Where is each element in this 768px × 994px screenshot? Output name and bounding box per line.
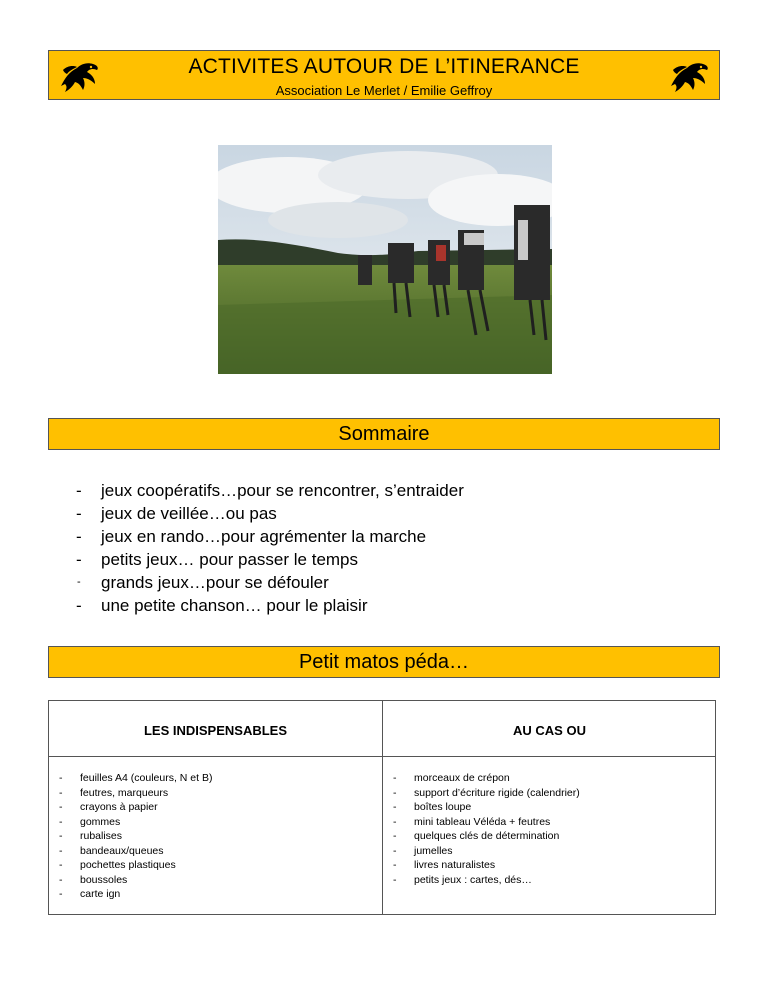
list-item: - quelques clés de détermination [393, 830, 560, 842]
list-item: - morceaux de crépon [393, 772, 510, 784]
list-item: - carte ign [59, 888, 121, 900]
list-item: - mini tableau Véléda + feutres [393, 815, 551, 828]
page-title: ACTIVITES AUTOUR DE L’ITINERANCE [188, 55, 580, 78]
list-item: - livres naturalistes [393, 859, 496, 871]
column-header-indispensables: LES INDISPENSABLES [143, 723, 288, 738]
list-item: - rubalises [59, 830, 123, 842]
indispensables-list [59, 771, 212, 902]
hikers-in-meadow-photo [218, 145, 552, 374]
matos-table [48, 700, 716, 915]
list-item: - jeux coopératifs…pour se rencontrer, s’entraider [76, 481, 464, 500]
blackbird-logo-icon [665, 56, 713, 96]
row-divider [49, 756, 715, 757]
list-item: - support d’écriture rigide (calendrier) [393, 786, 580, 799]
column-header-au-cas-ou: AU CAS OU [513, 723, 586, 738]
list-item: - boussoles [59, 873, 128, 886]
list-item: - jumelles [393, 844, 453, 857]
list-item: - une petite chanson… pour le plaisir [76, 596, 368, 615]
matos-heading: Petit matos péda… [48, 646, 720, 678]
header-banner [48, 50, 720, 100]
list-item: - petits jeux : cartes, dés… [393, 873, 532, 886]
sommaire-list [70, 479, 464, 617]
list-item: - gommes [59, 815, 121, 828]
list-item: - crayons à papier [59, 801, 158, 813]
list-item: - grands jeux…pour se défouler [77, 573, 329, 592]
list-item: - jeux en rando…pour agrémenter la marche [76, 527, 427, 546]
sommaire-heading: Sommaire [48, 418, 720, 450]
list-item: - boîtes loupe [393, 801, 472, 813]
list-item: - jeux de veillée…ou pas [76, 504, 277, 523]
list-item: - feutres, marqueurs [59, 786, 169, 799]
au-cas-ou-list [393, 771, 580, 887]
list-item: - feuilles A4 (couleurs, N et B) [59, 772, 213, 784]
list-item: - bandeaux/queues [59, 844, 164, 857]
list-item: - petits jeux… pour passer le temps [76, 550, 359, 569]
list-item: - pochettes plastiques [59, 859, 176, 871]
page-subtitle: Association Le Merlet / Emilie Geffroy [275, 83, 493, 98]
